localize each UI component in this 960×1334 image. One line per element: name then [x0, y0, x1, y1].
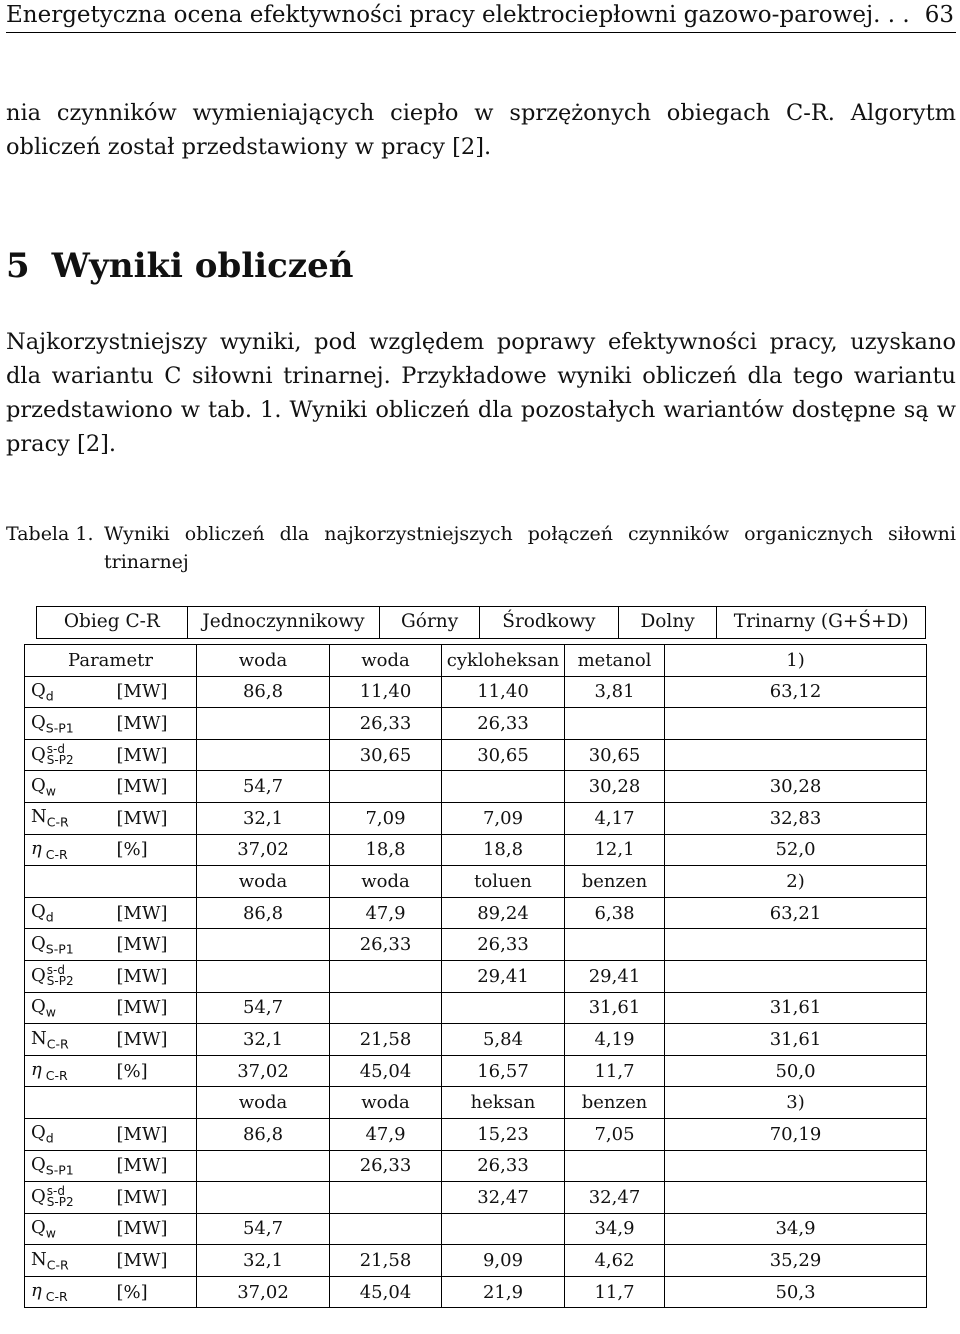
value-cell: 34,9 [665, 1213, 927, 1245]
value-cell [442, 1213, 565, 1245]
symbol: N [31, 1027, 47, 1049]
unit-cell: [%] [115, 834, 197, 866]
intro-paragraph: nia czynników wymieniających ciepło w sprzężonych obiegach C-R. Algorytm obliczeń został przedstawiony w pracy [2]. [6, 100, 956, 160]
value-cell: 32,1 [197, 1024, 330, 1056]
table-row [25, 1213, 927, 1245]
symbol-cell [25, 676, 115, 708]
value-cell: 29,41 [565, 960, 665, 992]
symbol-superscript: s-d [46, 1184, 65, 1199]
unit-cell: [MW] [115, 739, 197, 771]
symbol: Q [31, 965, 46, 987]
fluid-cell: woda [197, 866, 330, 898]
fluid-cell: woda [330, 645, 442, 677]
table-row [25, 897, 927, 929]
value-cell [665, 960, 927, 992]
value-cell: 86,8 [197, 676, 330, 708]
value-cell: 30,65 [442, 739, 565, 771]
value-cell: 31,61 [565, 992, 665, 1024]
header-cell: Jednoczynnikowy [187, 607, 380, 638]
symbol-cell [25, 802, 115, 834]
table-row [25, 1276, 927, 1308]
value-cell [330, 960, 442, 992]
fluid-cell: 3) [665, 1087, 927, 1119]
value-cell: 35,29 [665, 1245, 927, 1277]
table-row [25, 929, 927, 961]
value-cell: 11,40 [330, 676, 442, 708]
value-cell: 50,3 [665, 1276, 927, 1308]
symbol: Q [31, 711, 46, 733]
symbol-subscript: d [45, 909, 54, 925]
value-cell: 11,7 [565, 1276, 665, 1308]
value-cell: 7,05 [565, 1118, 665, 1150]
parameter-label-cell [25, 1087, 197, 1119]
symbol: Q [31, 901, 46, 923]
symbol: Q [31, 996, 46, 1018]
results-table [24, 644, 927, 1308]
value-cell: 11,40 [442, 676, 565, 708]
value-cell: 32,1 [197, 1245, 330, 1277]
symbol: N [31, 1248, 47, 1270]
symbol-subscript: w [45, 1004, 56, 1020]
table-caption [6, 520, 956, 576]
symbol-subscript: w [45, 783, 56, 799]
unit-cell: [MW] [115, 929, 197, 961]
symbol-subscript: S-P2 [46, 753, 74, 768]
value-cell: 32,83 [665, 802, 927, 834]
symbol-indices [47, 744, 74, 766]
table-row [25, 1024, 927, 1056]
value-cell: 37,02 [197, 1055, 330, 1087]
value-cell: 45,04 [330, 1055, 442, 1087]
value-cell [665, 1182, 927, 1214]
table-row [25, 739, 927, 771]
value-cell: 89,24 [442, 897, 565, 929]
fluid-cell: woda [330, 866, 442, 898]
header-cell: Środkowy [479, 607, 618, 638]
value-cell [197, 960, 330, 992]
unit-cell: [MW] [115, 1024, 197, 1056]
value-cell [665, 929, 927, 961]
value-cell: 7,09 [330, 802, 442, 834]
value-cell: 4,19 [565, 1024, 665, 1056]
symbol: Q [31, 1217, 46, 1239]
value-cell: 3,81 [565, 676, 665, 708]
unit-cell: [MW] [115, 992, 197, 1024]
section-heading [6, 242, 353, 290]
table-header-row [36, 606, 926, 639]
header-cell: Trinarny (G+Ś+D) [716, 607, 925, 638]
unit-cell: [%] [115, 1276, 197, 1308]
value-cell [330, 771, 442, 803]
value-cell [665, 708, 927, 740]
section-number: 5 [6, 246, 30, 286]
symbol-cell [25, 897, 115, 929]
symbol-indices [47, 965, 74, 987]
fluid-cell: 1) [665, 645, 927, 677]
symbol-subscript: S-P2 [46, 974, 74, 989]
symbol: Q [31, 1122, 46, 1144]
value-cell: 54,7 [197, 992, 330, 1024]
running-head-title: Energetyczna ocena efektywności pracy elektrociepłowni gazowo-parowej. . . [6, 2, 910, 28]
value-cell: 18,8 [442, 834, 565, 866]
header-cell: Obieg C-R [63, 611, 160, 632]
value-cell: 63,12 [665, 676, 927, 708]
value-cell: 86,8 [197, 897, 330, 929]
symbol: N [31, 806, 47, 828]
symbol: Q [31, 774, 46, 796]
symbol-cell [25, 771, 115, 803]
symbol-superscript: s-d [46, 963, 65, 978]
table-row [25, 1055, 927, 1087]
symbol-subscript: C-R [45, 1067, 68, 1083]
value-cell: 4,62 [565, 1245, 665, 1277]
symbol-cell [25, 992, 115, 1024]
value-cell: 21,9 [442, 1276, 565, 1308]
symbol-subscript: S-P1 [45, 720, 74, 736]
symbol: Q [31, 680, 46, 702]
value-cell: 26,33 [330, 708, 442, 740]
fluid-cell: cykloheksan [442, 645, 565, 677]
symbol-cell [25, 1213, 115, 1245]
value-cell: 26,33 [442, 708, 565, 740]
parameter-label-cell: Parametr [25, 645, 197, 677]
symbol: Q [31, 932, 46, 954]
symbol: Q [31, 1186, 46, 1208]
symbol-cell [25, 708, 115, 740]
symbol-cell [25, 960, 115, 992]
symbol-subscript: C-R [46, 1036, 69, 1052]
running-head [6, 0, 956, 33]
value-cell: 31,61 [665, 1024, 927, 1056]
value-cell: 70,19 [665, 1118, 927, 1150]
value-cell: 15,23 [442, 1118, 565, 1150]
fluid-row [25, 866, 927, 898]
value-cell [665, 1150, 927, 1182]
value-cell: 54,7 [197, 1213, 330, 1245]
value-cell: 34,9 [565, 1213, 665, 1245]
fluid-cell: woda [197, 645, 330, 677]
symbol-subscript: d [45, 1131, 54, 1146]
header-cell: Górny [379, 607, 479, 638]
symbol-cell [25, 1055, 115, 1087]
symbol-cell [25, 739, 115, 771]
unit-cell: [MW] [115, 897, 197, 929]
symbol-cell [25, 1118, 115, 1150]
value-cell: 32,47 [565, 1182, 665, 1214]
value-cell [330, 1182, 442, 1214]
symbol-cell [25, 1024, 115, 1056]
value-cell: 26,33 [330, 1150, 442, 1182]
table-row [25, 992, 927, 1024]
value-cell: 31,61 [665, 992, 927, 1024]
value-cell: 11,7 [565, 1055, 665, 1087]
fluid-cell: benzen [565, 1087, 665, 1119]
unit-cell: [MW] [115, 1150, 197, 1182]
value-cell [330, 1213, 442, 1245]
value-cell: 4,17 [565, 802, 665, 834]
symbol-subscript: C-R [45, 1288, 68, 1304]
symbol-cell [25, 1182, 115, 1214]
value-cell: 6,38 [565, 897, 665, 929]
unit-cell: [MW] [115, 708, 197, 740]
value-cell: 47,9 [330, 897, 442, 929]
value-cell [197, 929, 330, 961]
symbol-cell [25, 1245, 115, 1277]
value-cell: 5,84 [442, 1024, 565, 1056]
table-caption-label: Tabela 1. [6, 523, 94, 545]
results-paragraph: Najkorzystniejszy wyniki, pod względem poprawy efektywności pracy, uzyskano dla wariantu C siłowni trinarnej. Przykładowe wyniki obliczeń dla tego wariantu przedstawiono w tab. 1. Wyniki obliczeń dla pozostałych wariantów dostępne są w pracy [2]. [6, 329, 956, 457]
value-cell: 63,21 [665, 897, 927, 929]
symbol-subscript: d [45, 688, 54, 704]
value-cell [665, 739, 927, 771]
value-cell [197, 708, 330, 740]
header-cell: Dolny [618, 607, 717, 638]
table-row [25, 1118, 927, 1150]
symbol-subscript: w [45, 1225, 56, 1241]
symbol: Q [31, 1154, 46, 1175]
value-cell: 30,65 [565, 739, 665, 771]
value-cell: 47,9 [330, 1118, 442, 1150]
fluid-cell: 2) [665, 866, 927, 898]
symbol-subscript: C-R [45, 846, 68, 862]
value-cell: 18,8 [330, 834, 442, 866]
symbol-subscript: S-P1 [45, 941, 74, 957]
fluid-row [25, 1087, 927, 1119]
table-row [25, 708, 927, 740]
fluid-cell: heksan [442, 1087, 565, 1119]
value-cell: 32,1 [197, 802, 330, 834]
value-cell: 37,02 [197, 1276, 330, 1308]
table-row [25, 676, 927, 708]
value-cell: 26,33 [442, 1150, 565, 1182]
value-cell: 30,28 [565, 771, 665, 803]
fluid-row [25, 645, 927, 677]
value-cell [565, 708, 665, 740]
value-cell: 30,28 [665, 771, 927, 803]
table-row [25, 834, 927, 866]
symbol: η [31, 1059, 42, 1081]
unit-cell: [%] [115, 1055, 197, 1087]
fluid-cell: woda [330, 1087, 442, 1119]
symbol-subscript: S-P1 [45, 1162, 74, 1178]
fluid-cell: benzen [565, 866, 665, 898]
value-cell: 52,0 [665, 834, 927, 866]
symbol-superscript: s-d [46, 742, 65, 757]
value-cell: 7,09 [442, 802, 565, 834]
symbol-subscript: C-R [46, 815, 69, 831]
value-cell [442, 992, 565, 1024]
unit-cell: [MW] [115, 802, 197, 834]
value-cell [330, 992, 442, 1024]
value-cell: 54,7 [197, 771, 330, 803]
symbol-cell [25, 1276, 115, 1308]
value-cell: 30,65 [330, 739, 442, 771]
symbol: Q [31, 744, 46, 766]
symbol-subscript: C-R [46, 1257, 69, 1273]
table-row [25, 802, 927, 834]
value-cell [197, 1150, 330, 1182]
symbol: η [31, 1280, 42, 1302]
value-cell [197, 1182, 330, 1214]
unit-cell: [MW] [115, 1182, 197, 1214]
fluid-cell: woda [197, 1087, 330, 1119]
value-cell: 16,57 [442, 1055, 565, 1087]
table-row [25, 960, 927, 992]
table-row [25, 1150, 927, 1182]
value-cell: 21,58 [330, 1024, 442, 1056]
unit-cell: [MW] [115, 1118, 197, 1150]
table-row [25, 1182, 927, 1214]
parameter-label-cell [25, 866, 197, 898]
unit-cell: [MW] [115, 676, 197, 708]
symbol-cell [25, 929, 115, 961]
value-cell: 26,33 [442, 929, 565, 961]
table-row [25, 1245, 927, 1277]
fluid-cell: toluen [442, 866, 565, 898]
value-cell: 50,0 [665, 1055, 927, 1087]
unit-cell: [MW] [115, 771, 197, 803]
unit-cell: [MW] [115, 1213, 197, 1245]
value-cell: 26,33 [330, 929, 442, 961]
value-cell: 45,04 [330, 1276, 442, 1308]
value-cell: 32,47 [442, 1182, 565, 1214]
unit-cell: [MW] [115, 960, 197, 992]
value-cell: 86,8 [197, 1118, 330, 1150]
symbol-indices [47, 1186, 74, 1208]
value-cell: 37,02 [197, 834, 330, 866]
value-cell: 21,58 [330, 1245, 442, 1277]
value-cell [442, 771, 565, 803]
table-caption-text: Wyniki obliczeń dla najkorzystniejszych połączeń czynników organicznych siłowni trinarnej [104, 523, 956, 573]
page-number: 63 [924, 2, 954, 28]
symbol-subscript: S-P2 [46, 1195, 74, 1210]
results-table-body [25, 645, 927, 1308]
fluid-cell: metanol [565, 645, 665, 677]
value-cell [565, 929, 665, 961]
value-cell [197, 739, 330, 771]
symbol: η [31, 838, 42, 860]
value-cell: 29,41 [442, 960, 565, 992]
symbol-cell [25, 1150, 115, 1182]
value-cell: 9,09 [442, 1245, 565, 1277]
table-row [25, 771, 927, 803]
value-cell: 12,1 [565, 834, 665, 866]
symbol-cell [25, 834, 115, 866]
value-cell [565, 1150, 665, 1182]
section-title: Wyniki obliczeń [51, 246, 354, 286]
unit-cell: [MW] [115, 1245, 197, 1277]
